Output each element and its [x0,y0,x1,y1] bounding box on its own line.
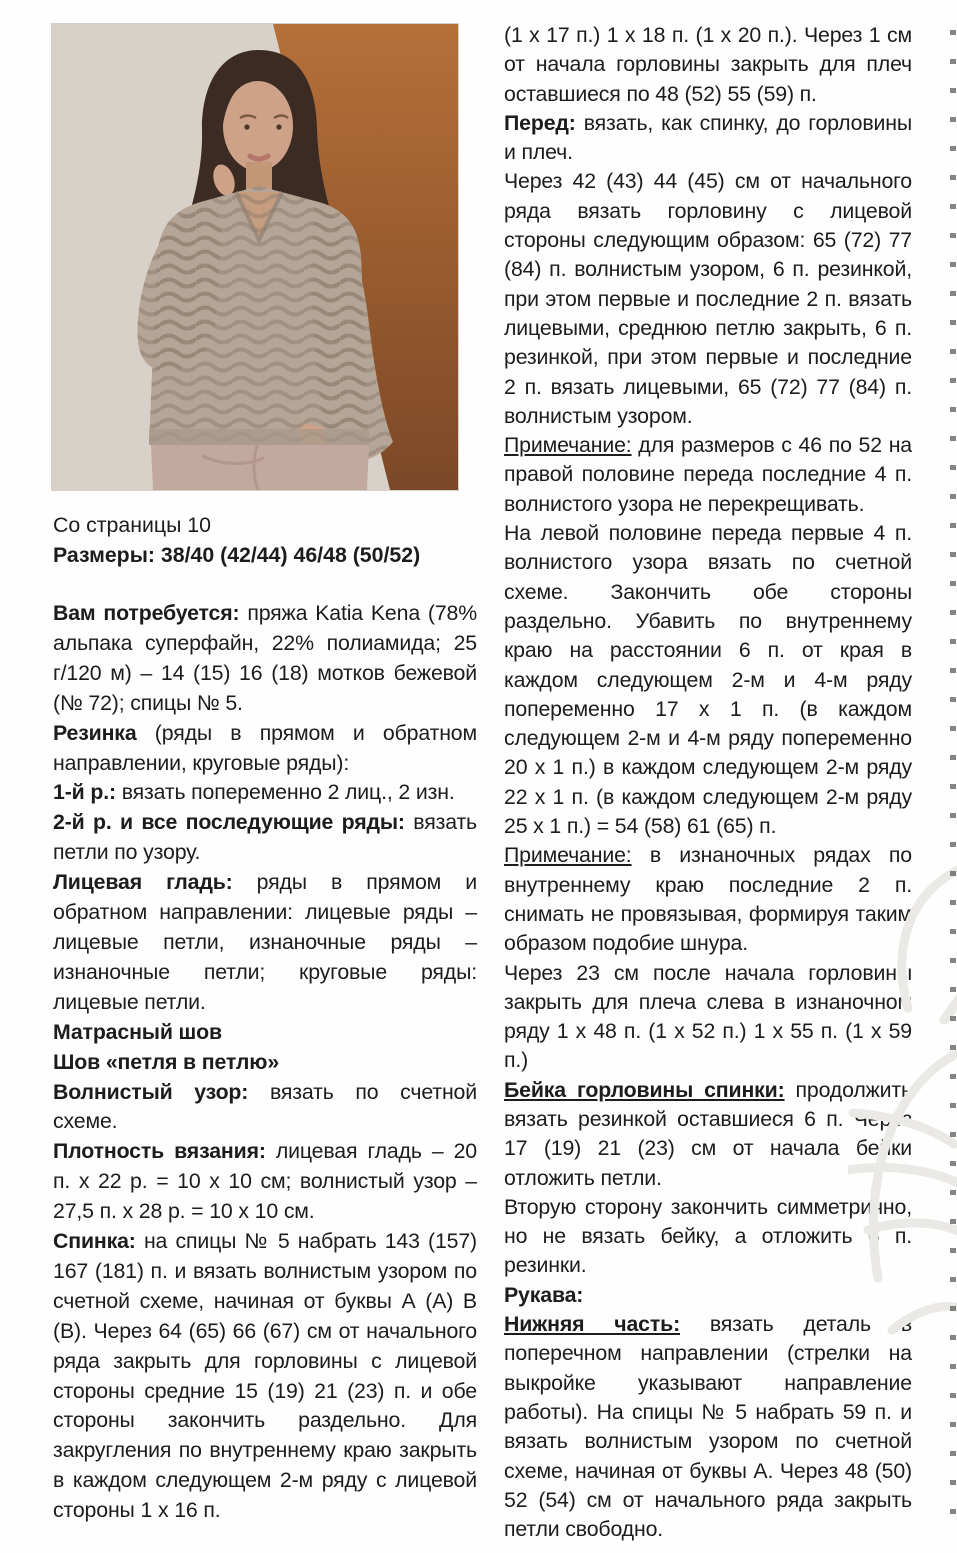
paragraph-lead: Примечание: [504,433,632,458]
para-wave-pattern: Волнистый узор: вязать по счетной схеме. [53,1079,477,1134]
para-front: Перед: вязать, как спинку, до горловины и плеч. [504,110,912,165]
left-paragraphs [53,599,477,1526]
source-page-note: Со страницы 10 [53,513,212,537]
paragraph-lead: Вам потребуется: [53,601,240,625]
paragraph-lead: 1-й р.: [53,780,116,805]
para-row-1: 1-й р.: вязать попеременно 2 лиц., 2 изн. [53,780,455,805]
para-back-continued: (1 х 17 п.) 1 х 18 п. (1 х 20 п.). Через 1 см от начала горловины закрыть для плеч оставшиеся по 48 (52) 55 (59) п. [504,23,912,106]
paragraph-lead: Спинка: [53,1229,136,1254]
trousers [151,445,369,490]
para-gauge: Плотность вязания: лицевая гладь – 20 п. х 22 р. = 10 х 10 см; волнистый узор – 27,5 п. х 28 р. = 10 х 10 см. [53,1139,477,1224]
right-column [504,21,912,1544]
para-sleeve-lower-part: Нижняя часть: вязать деталь в поперечном направлении (стрелки на выкройке указывают направление работы). На спицы № 5 набрать 59 п. и вязать волнистым узором по счетной схеме, начиная от буквы А. Через 48 (50) 52 (54) см от начального ряда закрыть петли свободно. [504,1312,912,1542]
sizes-line: Размеры: 38/40 (42/44) 46/48 (50/52) [53,543,421,567]
para-row-2: 2-й р. и все последующие ряды: вязать петли по узору. [53,810,477,865]
spacer [53,570,477,599]
para-note-2: Примечание: в изнаночных рядах по внутреннему краю последние 2 п. снимать не провязывая, формируя таким образом подобие шнура. [504,843,912,956]
para-left-half: На левой половине переда первые 4 п. волнистого узора вязать по счетной схеме. Закончить обе стороны раздельно. Убавить по внутреннему краю на расстоянии 6 п. от края в каждом следующем 2-м и 4-м ряду попеременно 17 х 1 п. (в каждом следующем 2-м и 4-м ряду попеременно 20 х 1 п.) в каждом следующем 2-м ряду 22 х 1 п. (в каждом следующем 2-м ряду 25 х 1 п.) = 54 (58) 61 (65) п. [504,521,912,839]
paragraph-lead: Матрасный шов [53,1019,222,1044]
para-left-shoulder: Через 23 см после начала горловины закрыть для плеча слева в изнаночном ряду 1 х 48 п. (1 х 52 п.) 1 х 55 п. (1 х 59 п.) [504,960,912,1073]
para-materials: Вам потребуется: пряжа Katia Kena (78% альпака суперфайн, 22% полиамида; 25 г/120 м) – 14 (15) 16 (18) мотков бежевой (№ 72); спицы № 5. [53,601,477,715]
paragraph-lead: Плотность вязания: [53,1139,266,1164]
para-kitchener-seam [53,1048,477,1078]
para-mattress-seam [53,1018,477,1048]
paragraph-lead: Бейка горловины спинки: [504,1077,785,1102]
left-eye [244,124,249,129]
para-sleeves [504,1281,912,1310]
right-paragraphs [504,21,912,1544]
paragraph-lead: Волнистый узор: [53,1079,249,1104]
paragraph-lead: 2-й р. и все последующие ряды: [53,810,405,835]
para-front-neckline: Через 42 (43) 44 (45) см от начального ряда вязать горловину с лицевой стороны следующим образом: 65 (72) 77 (84) п. волнистым узором, 6 п. резинкой, при этом первые и последние 2 п. вязать лицевыми, среднюю петлю закрыть, 6 п. резинкой, при этом первые и последние 2 п. вязать лицевыми, 65 (72) 77 (84) п. волнистым узором. [504,169,912,428]
paragraph-lead: Шов «петля в петлю» [53,1049,280,1074]
right-eye [276,124,281,129]
para-second-side: Вторую сторону закончить симметрично, но не вязать бейку, а отложить 6 п. резинки. [504,1194,912,1278]
para-stockinette: Лицевая гладь: ряды в прямом и обратном направлении: лицевые ряды – лицевые петли, изнаночные ряды – изнаночные петли; круговые ряды: лицевые петли. [53,870,477,1014]
para-note-1: Примечание: для размеров с 46 по 52 на правой половине переда последние 4 п. волнистого узора не перекрещивать. [504,433,912,516]
paragraph-lead: Резинка [53,720,137,745]
paragraph-lead: Лицевая гладь: [53,870,233,895]
sweater-photo [52,24,458,490]
paragraph-lead: Рукава: [504,1282,584,1307]
hem-rib [149,429,369,445]
cropped-third-column-fragments [950,30,956,1530]
paragraph-lead: Перед: [504,110,576,135]
paragraph-lead: Нижняя часть: [504,1312,681,1337]
paragraph-lead: Примечание: [504,843,632,868]
para-back-neckband: Бейка горловины спинки: продолжить вязать резинкой оставшиеся 6 п. Через 17 (19) 21 (23) см от начала бейки отложить петли. [504,1077,912,1190]
sweater-photo-illustration [52,24,458,490]
para-back: Спинка: на спицы № 5 набрать 143 (157) 167 (181) п. и вязать волнистым узором по счетной схеме, начиная от буквы А (А) В (В). Через 64 (65) 66 (67) см от начального ряда закрыть для горловины с лицевой стороны средние 15 (19) 21 (23) п. и обе стороны закончить раздельно. Для закругления по внутреннему краю закрыть в каждом следующем 2-м ряду с лицевой стороны 1 х 16 п. [53,1229,477,1523]
left-column [53,510,477,1526]
para-ribbing: Резинка (ряды в прямом и обратном направлении, круговые ряды): [53,720,477,775]
